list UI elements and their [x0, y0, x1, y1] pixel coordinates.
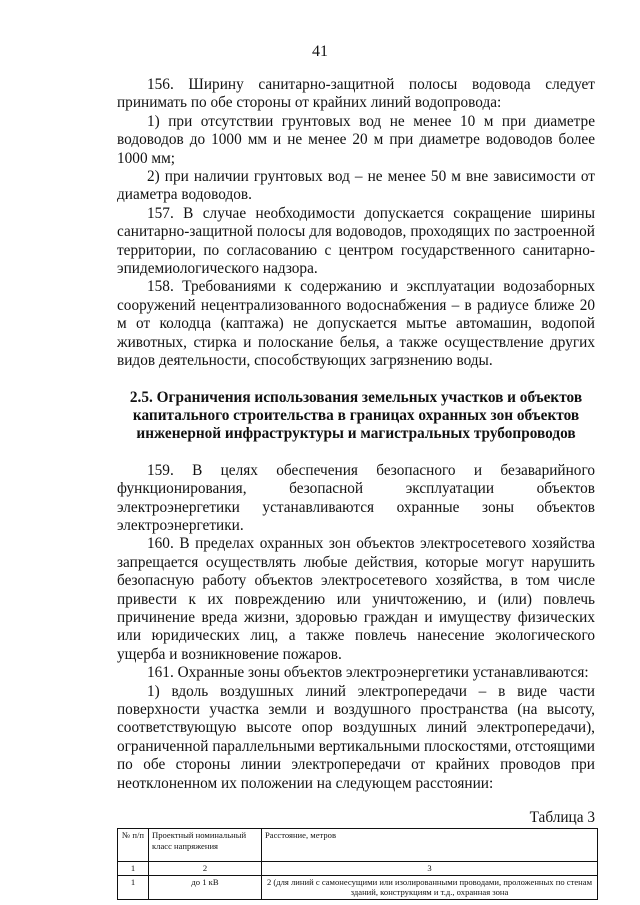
table-index-cell: 2 — [149, 862, 262, 876]
table-header-distance: Расстояние, метров — [262, 829, 598, 862]
table-index-cell: 1 — [118, 862, 149, 876]
paragraph-158: 158. Требованиями к содержанию и эксплуатации водозаборных сооружений нецентрализованного водоснабжения – в радиусе ближе 20 м от колодца (каптажа) не допускается мытье автомашин, водопой животных, стирка и полоскание белья, а также осуществление других видов деятельности, способствующих загрязнению воды. — [117, 278, 595, 370]
table-header-row — [118, 829, 598, 862]
table-header-number: № п/п — [118, 829, 149, 862]
paragraph-160: 160. В пределах охранных зон объектов электросетевого хозяйства запрещается осуществлять любые действия, которые могут нарушить безопасную работу объектов электросетевого хозяйства, в том числе привести к их повреждению или уничтожению, и (или) повлечь причинение вреда жизни, здоровью граждан и имуществу физических или юридических лиц, а также повлечь нанесение экологического ущерба и возникновение пожаров. — [117, 535, 595, 663]
table-cell-voltage: до 1 кВ — [149, 875, 262, 899]
page-number: 41 — [312, 43, 328, 60]
table-caption: Таблица 3 — [529, 809, 595, 827]
table-index-row — [118, 862, 598, 876]
page-content — [117, 76, 595, 900]
table-index-cell: 3 — [262, 862, 598, 876]
paragraph-159: 159. В целях обеспечения безопасного и безаварийного функционирования, безопасной эксплуатации объектов электроэнергетики устанавливаются охранные зоны объектов электроэнергетики. — [117, 461, 595, 534]
paragraph-156-item-2: 2) при наличии грунтовых вод – не менее 50 м вне зависимости от диаметра водоводов. — [117, 168, 595, 204]
paragraph-157: 157. В случае необходимости допускается сокращение ширины санитарно-защитной полосы для водоводов, проходящих по застроенной территории, по согласованию с центром государственного санитарно-эпидемиологического надзора. — [117, 204, 595, 278]
table-cell-number: 1 — [118, 875, 149, 899]
section-heading: 2.5. Ограничения использования земельных участков и объектов капитального строительства в границах охранных зон объектов инженерной инфраструктуры и магистральных трубопроводов — [129, 388, 583, 443]
distance-table — [117, 828, 598, 900]
table-row — [118, 875, 598, 899]
table-header-voltage-class: Проектный номинальный класс напряжения — [149, 829, 262, 862]
paragraph-161-item-1: 1) вдоль воздушных линий электропередачи – в виде части поверхности участка земли и воздушного пространства (на высоту, соответствующую высоте опор воздушных линий электропередачи), ограниченной параллельными вертикальными плоскостями, отстоящими по обе стороны линии электропередачи от крайних проводов при неотклоненном их положении на следующем расстоянии: — [117, 682, 595, 792]
paragraph-156-item-1: 1) при отсутствии грунтовых вод не менее 10 м при диаметре водоводов до 1000 мм и не менее 20 м при диаметре водоводов более 1000 мм; — [117, 112, 595, 167]
paragraph-156: 156. Ширину санитарно-защитной полосы водовода следует принимать по обе стороны от крайних линий водопровода: — [117, 76, 595, 112]
table-cell-distance: 2 (для линий с самонесущими или изолированными проводами, проложенных по стенам зданий, конструкциям и т.д., охранная зона — [262, 875, 598, 899]
paragraph-161: 161. Охранные зоны объектов электроэнергетики устанавливаются: — [147, 664, 589, 682]
